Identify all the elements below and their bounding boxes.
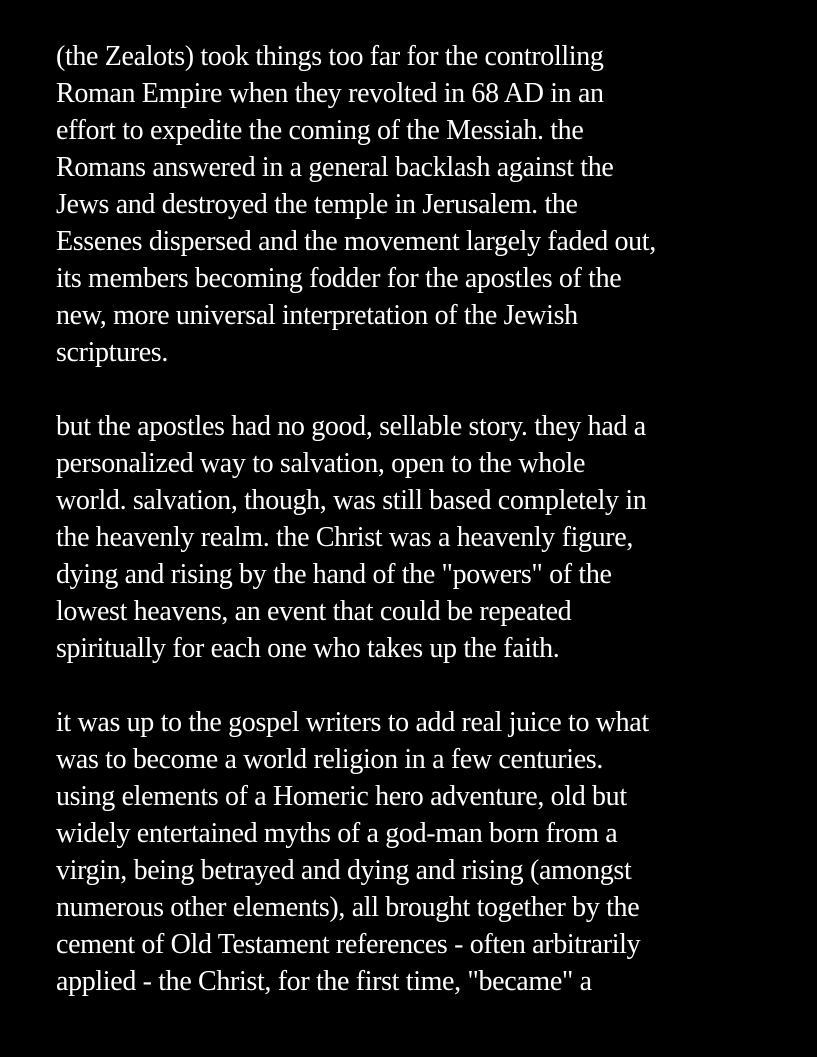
- text-line: dying and rising by the hand of the "powers" of the: [56, 559, 612, 590]
- text-line: effort to expedite the coming of the Messiah. the: [56, 115, 584, 146]
- paragraph-2: [56, 408, 796, 667]
- text-line: widely entertained myths of a god-man born from a: [56, 818, 618, 849]
- text-line: personalized way to salvation, open to the whole: [56, 448, 586, 479]
- text-line: (the Zealots) took things too far for the controlling: [56, 41, 604, 72]
- text-line: scriptures.: [56, 337, 169, 368]
- text-line: new, more universal interpretation of the Jewish: [56, 300, 578, 331]
- text-line: Jews and destroyed the temple in Jerusalem. the: [56, 189, 578, 220]
- text-line: its members becoming fodder for the apostles of the: [56, 263, 622, 294]
- text-line: Essenes dispersed and the movement largely faded out,: [56, 226, 656, 257]
- text-line: the heavenly realm. the Christ was a heavenly figure,: [56, 522, 634, 553]
- text-line: spiritually for each one who takes up the faith.: [56, 633, 560, 664]
- text-line: using elements of a Homeric hero adventure, old but: [56, 781, 627, 812]
- text-line: world. salvation, though, was still based completely in: [56, 485, 647, 516]
- text-line: applied - the Christ, for the first time, "became" a: [56, 966, 592, 997]
- text-line: was to become a world religion in a few centuries.: [56, 744, 603, 775]
- text-line: it was up to the gospel writers to add real juice to what: [56, 707, 649, 738]
- paragraph-1: [56, 38, 796, 371]
- text-line: Romans answered in a general backlash against the: [56, 152, 614, 183]
- text-line: lowest heavens, an event that could be repeated: [56, 596, 572, 627]
- document-text: [56, 38, 796, 1037]
- text-line: but the apostles had no good, sellable story. they had a: [56, 411, 646, 442]
- text-line: Roman Empire when they revolted in 68 AD in an: [56, 78, 604, 109]
- text-line: virgin, being betrayed and dying and rising (amongst: [56, 855, 632, 886]
- paragraph-3: [56, 704, 796, 1000]
- text-line: cement of Old Testament references - often arbitrarily: [56, 929, 641, 960]
- text-line: numerous other elements), all brought together by the: [56, 892, 640, 923]
